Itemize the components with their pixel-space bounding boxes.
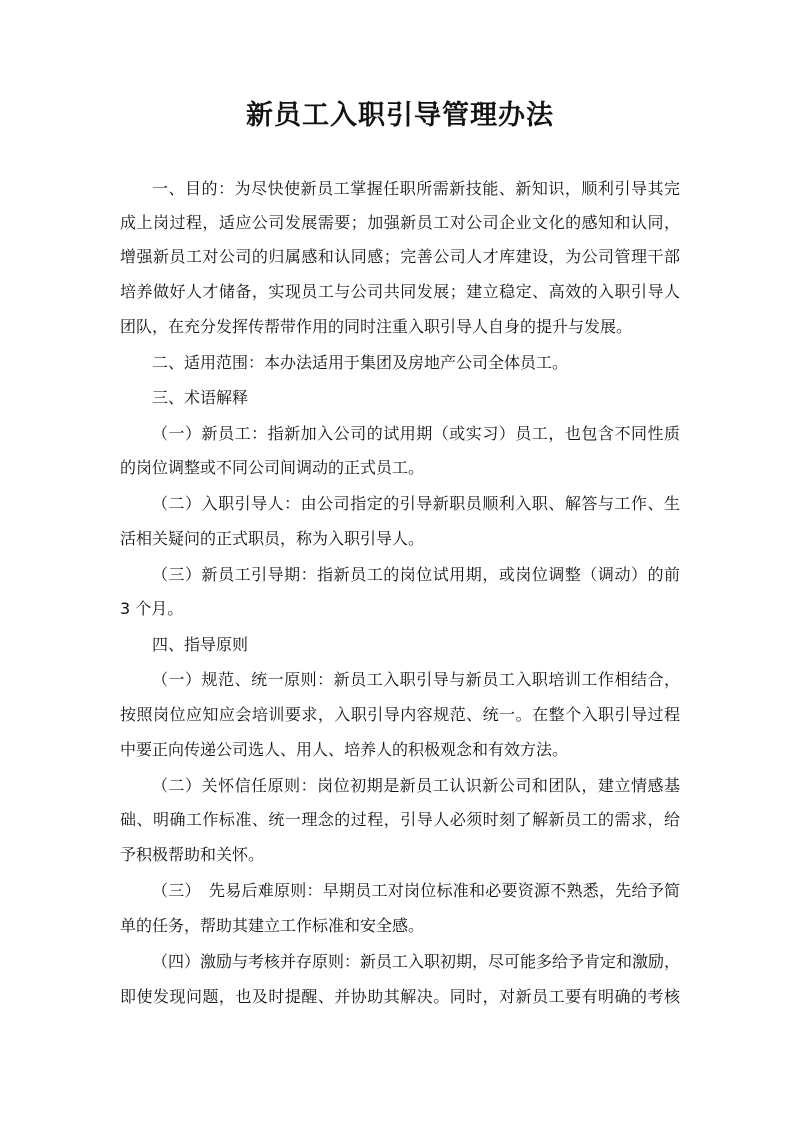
section-heading: 二、适用范围：本办法适用于集团及房地产公司全体员工。 — [152, 353, 569, 372]
paragraph-line: 单的任务，帮助其建立工作标准和安全感。 — [120, 916, 425, 935]
paragraph-line: （一）新员工：指新加入公司的试用期（或实习）员工，也包含不同性质 — [152, 424, 680, 443]
paragraph-line: 予积极帮助和关怀。 — [120, 845, 265, 864]
paragraph-line: （四）激励与考核并存原则：新员工入职初期，尽可能多给予肯定和激励， — [152, 952, 681, 971]
paragraph-line: 团队，在充分发挥传帮带作用的同时注重入职引导人自身的提升与发展。 — [120, 317, 633, 336]
paragraph-line: 培养做好人才储备，实现员工与公司共同发展；建立稳定、高效的入职引导人 — [120, 282, 680, 301]
paragraph-line: 增强新员工对公司的归属感和认同感；完善公司人才库建设，为公司管理干部 — [120, 247, 680, 266]
paragraph-line: （二）关怀信任原则：岗位初期是新员工认识新公司和团队，建立情感基 — [152, 776, 680, 795]
section-heading: 四、指导原则 — [152, 635, 249, 654]
paragraph-line: （一）规范、统一原则：新员工入职引导与新员工入职培训工作相结合， — [152, 670, 680, 689]
paragraph-line: （三）新员工引导期：指新员工的岗位试用期，或岗位调整（调动）的前 — [152, 565, 680, 584]
paragraph-line: 成上岗过程，适应公司发展需要；加强新员工对公司企业文化的感知和认同， — [120, 213, 680, 232]
paragraph-line: 础、明确工作标准、统一理念的过程，引导人必须时刻了解新员工的需求，给 — [120, 810, 680, 829]
section-heading: 三、术语解释 — [152, 388, 249, 407]
paragraph-line: 3 个月。 — [120, 599, 184, 618]
paragraph-line: 的岗位调整或不同公司间调动的正式员工。 — [120, 458, 425, 477]
paragraph-line: 活相关疑问的正式职员，称为入职引导人。 — [120, 529, 425, 548]
paragraph-line: （二）入职引导人：由公司指定的引导新职员顺利入职、解答与工作、生 — [152, 494, 680, 513]
paragraph-line: 按照岗位应知应会培训要求，入职引导内容规范、统一。在整个入职引导过程 — [120, 705, 680, 724]
document-title: 新员工入职引导管理办法 — [246, 100, 554, 131]
paragraph-line: 中要正向传递公司选人、用人、培养人的积极观念和有效方法。 — [120, 740, 569, 759]
paragraph-line: 一、目的：为尽快使新员工掌握任职所需新技能、新知识，顺利引导其完 — [152, 179, 680, 198]
paragraph-line: 即使发现问题，也及时提醒、并协助其解决。同时，对新员工要有明确的考核 — [120, 987, 680, 1006]
paragraph-line: （三） 先易后难原则：早期员工对岗位标准和必要资源不熟悉，先给予简 — [152, 881, 680, 900]
